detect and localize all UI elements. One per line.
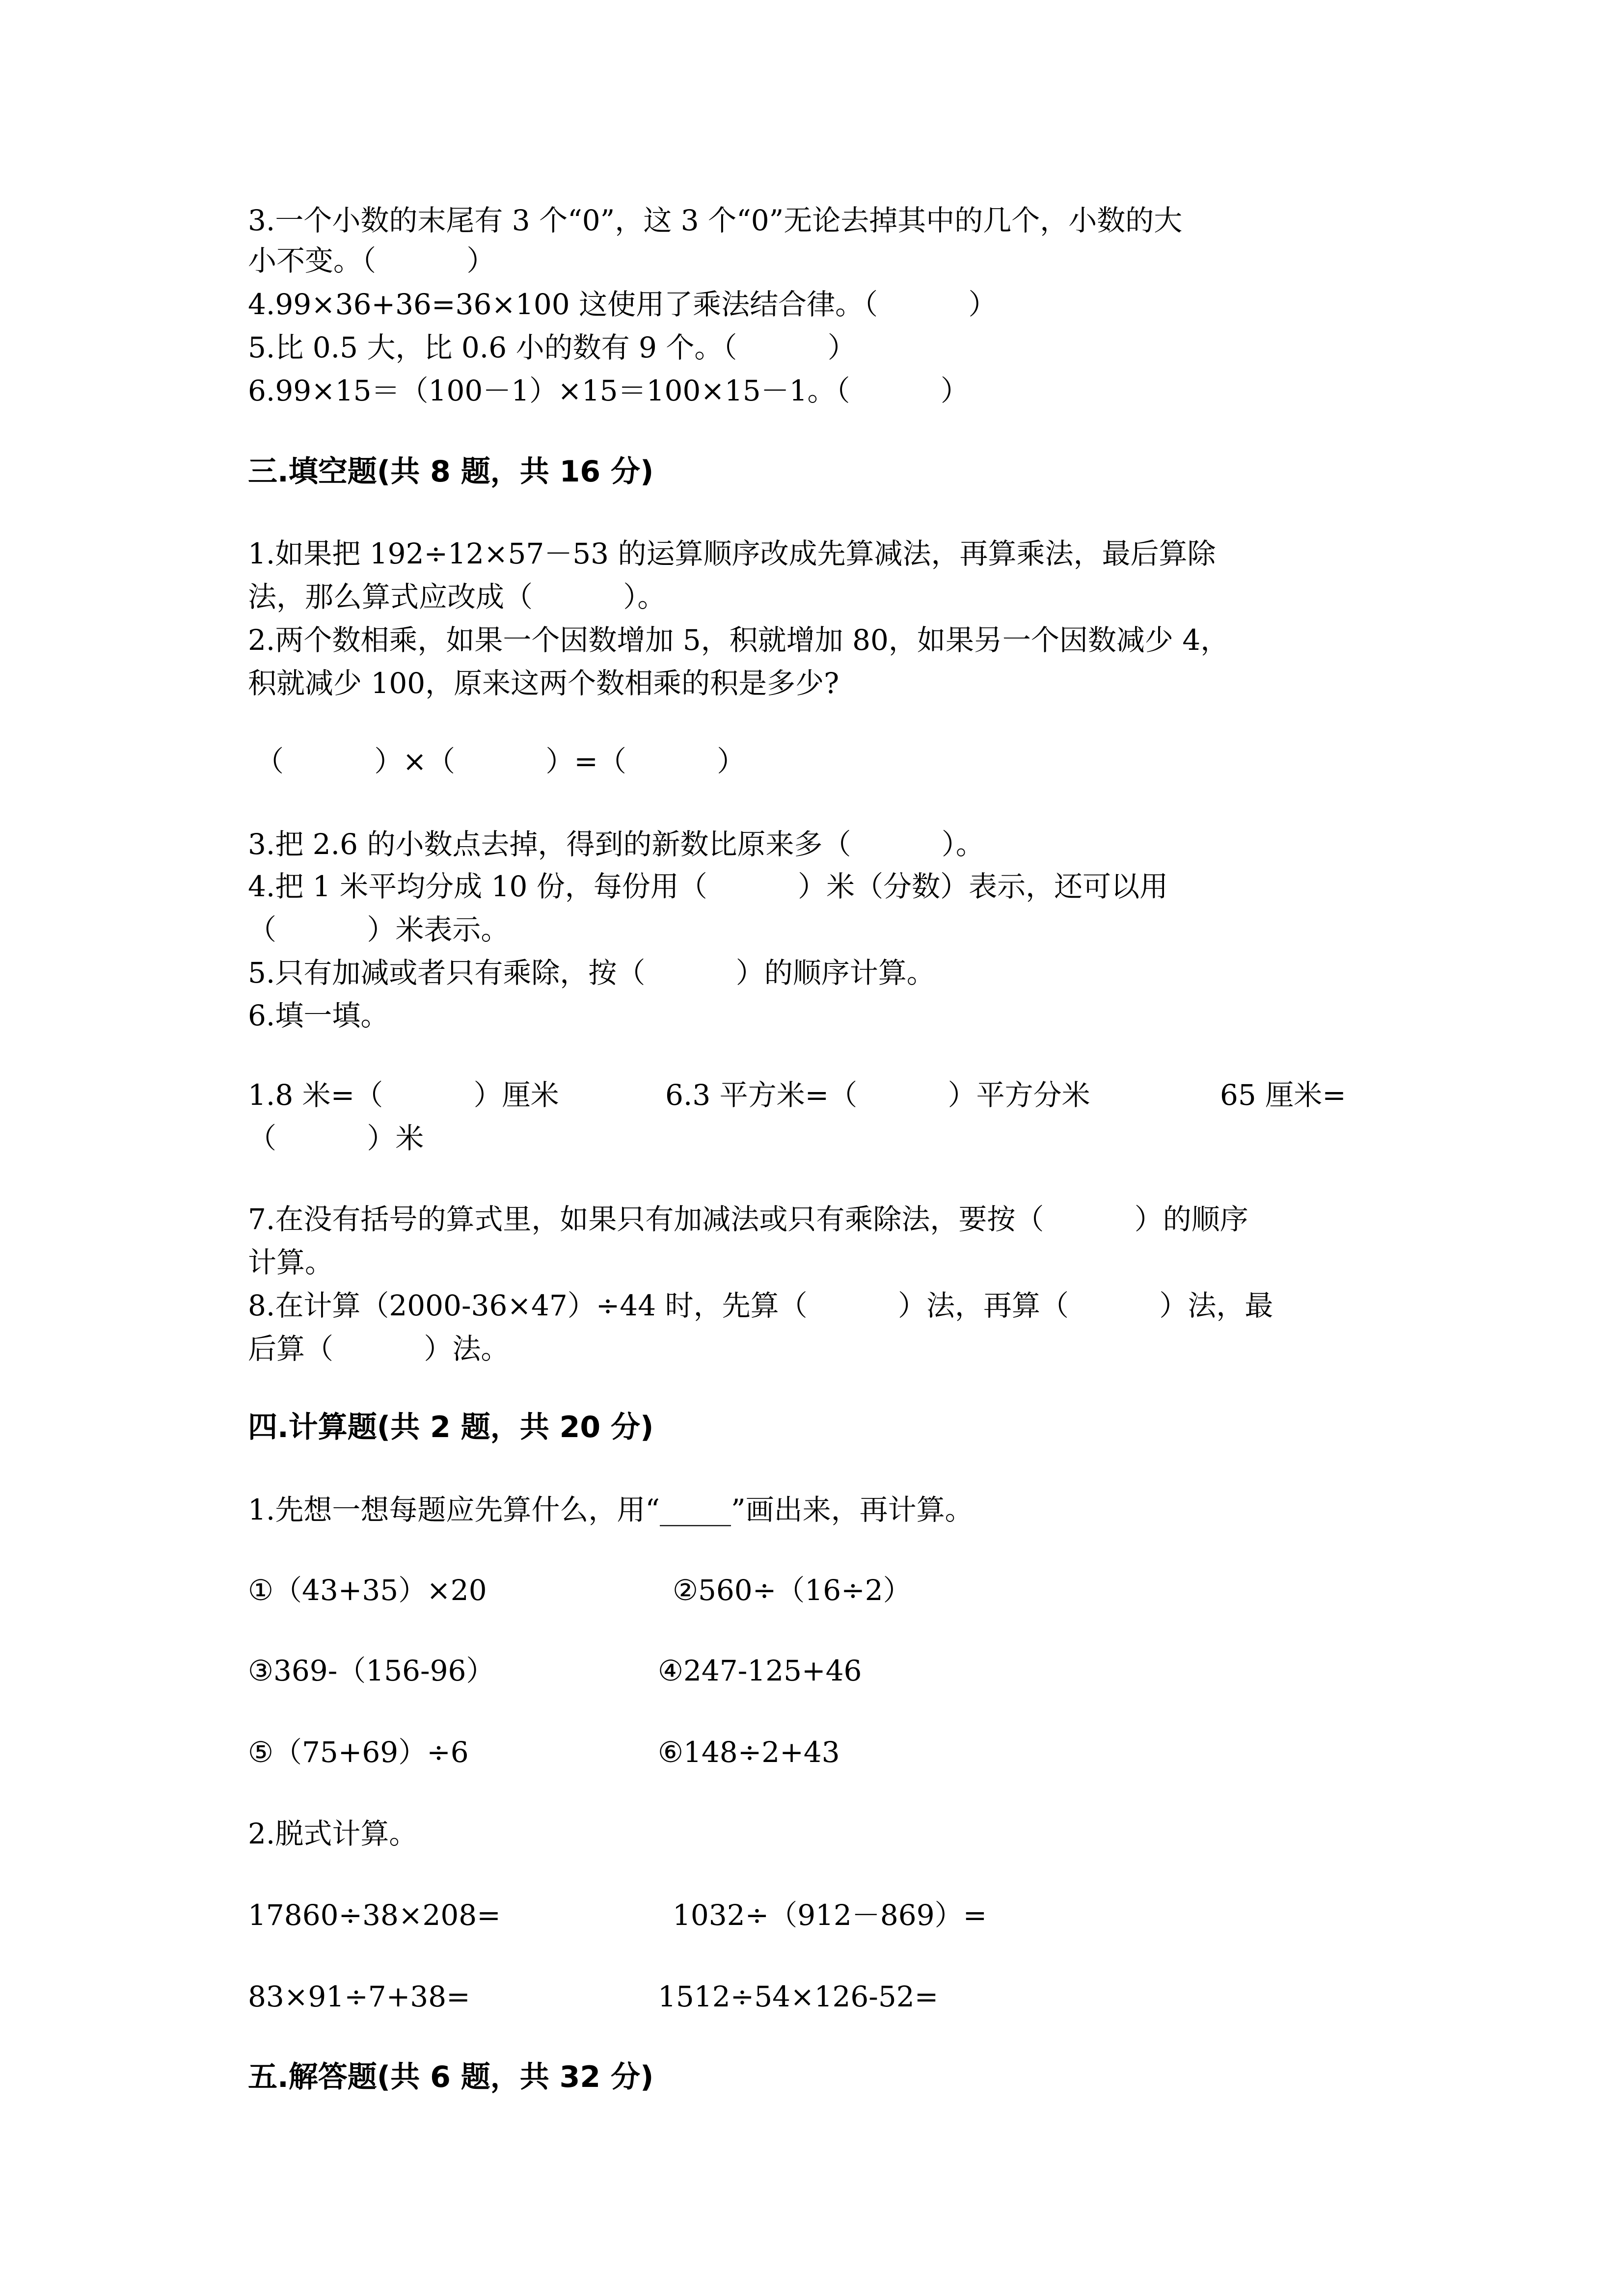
calc-expr-5: ⑤（75+69）÷6: [248, 1735, 469, 1769]
calc-step-3: 83×91÷7+38=: [248, 1980, 470, 2013]
calc-expr-2: ②560÷（16÷2）: [673, 1574, 912, 1607]
fill-q2-line1: 2.两个数相乘，如果一个因数增加 5，积就增加 80，如果另一个因数减少 4，: [248, 623, 1229, 657]
calc-expr-6: ⑥148÷2+43: [658, 1735, 840, 1769]
fill-q7-line2: 计算。: [248, 1246, 334, 1279]
fill-q4-line1: 4.把 1 米平均分成 10 份，每份用（ ）米（分数）表示，还可以用: [248, 870, 1168, 903]
fill-q3: 3.把 2.6 的小数点去掉，得到的新数比原来多（ ）。: [248, 828, 984, 861]
fill-q5: 5.只有加减或者只有乘除，按（ ）的顺序计算。: [248, 956, 935, 989]
judge-q5: 5.比 0.5 大，比 0.6 小的数有 9 个。（ ）: [248, 331, 856, 364]
calc-expr-3: ③369-（156-96）: [248, 1654, 495, 1687]
fill-q6: 6.填一填。: [248, 999, 389, 1032]
section-heading-fill-blank: 三.填空题(共 8 题，共 16 分): [248, 454, 654, 489]
calc-expr-1: ①（43+35）×20: [248, 1574, 487, 1607]
fill-q1-line2: 法，那么算式应改成（ ）。: [248, 580, 666, 614]
fill-q2-answer-blanks: （ ）×（ ）=（ ）: [255, 745, 746, 778]
fill-q8-line2: 后算（ ）法。: [248, 1332, 510, 1365]
judge-q4: 4.99×36+36=36×100 这使用了乘法结合律。（ ）: [248, 288, 997, 321]
judge-q3-line2: 小不变。（ ）: [248, 244, 495, 277]
fill-q2-line2: 积就减少 100，原来这两个数相乘的积是多少?: [248, 667, 839, 700]
section-heading-solve: 五.解答题(共 6 题，共 32 分): [248, 2060, 654, 2094]
calc-q1: 1.先想一想每题应先算什么，用“_____”画出来，再计算。: [248, 1493, 974, 1526]
fill-q6-item1: 1.8 米=（ ）厘米: [248, 1078, 559, 1112]
fill-q6-item3-cont: （ ）米: [248, 1121, 424, 1155]
calc-step-4: 1512÷54×126-52=: [658, 1980, 939, 2013]
calc-expr-4: ④247-125+46: [658, 1654, 862, 1687]
judge-q3-line1: 3.一个小数的末尾有 3 个“0”，这 3 个“0”无论去掉其中的几个，小数的大: [248, 204, 1183, 237]
judge-q6: 6.99×15＝（100－1）×15＝100×15－1。（ ）: [248, 374, 969, 407]
calc-step-2: 1032÷（912－869）=: [673, 1898, 987, 1932]
fill-q4-line2: （ ）米表示。: [248, 913, 510, 946]
fill-q6-item3: 65 厘米=: [1220, 1078, 1346, 1112]
calc-step-1: 17860÷38×208=: [248, 1898, 501, 1932]
fill-q1-line1: 1.如果把 192÷12×57－53 的运算顺序改成先算减法，再算乘法，最后算除: [248, 537, 1216, 570]
fill-q8-line1: 8.在计算（2000-36×47）÷44 时，先算（ ）法，再算（ ）法，最: [248, 1289, 1273, 1322]
calc-q2: 2.脱式计算。: [248, 1817, 418, 1850]
section-heading-calculation: 四.计算题(共 2 题，共 20 分): [248, 1410, 654, 1444]
fill-q7-line1: 7.在没有括号的算式里，如果只有加减法或只有乘除法，要按（ ）的顺序: [248, 1202, 1248, 1236]
fill-q6-item2: 6.3 平方米=（ ）平方分米: [665, 1078, 1090, 1112]
